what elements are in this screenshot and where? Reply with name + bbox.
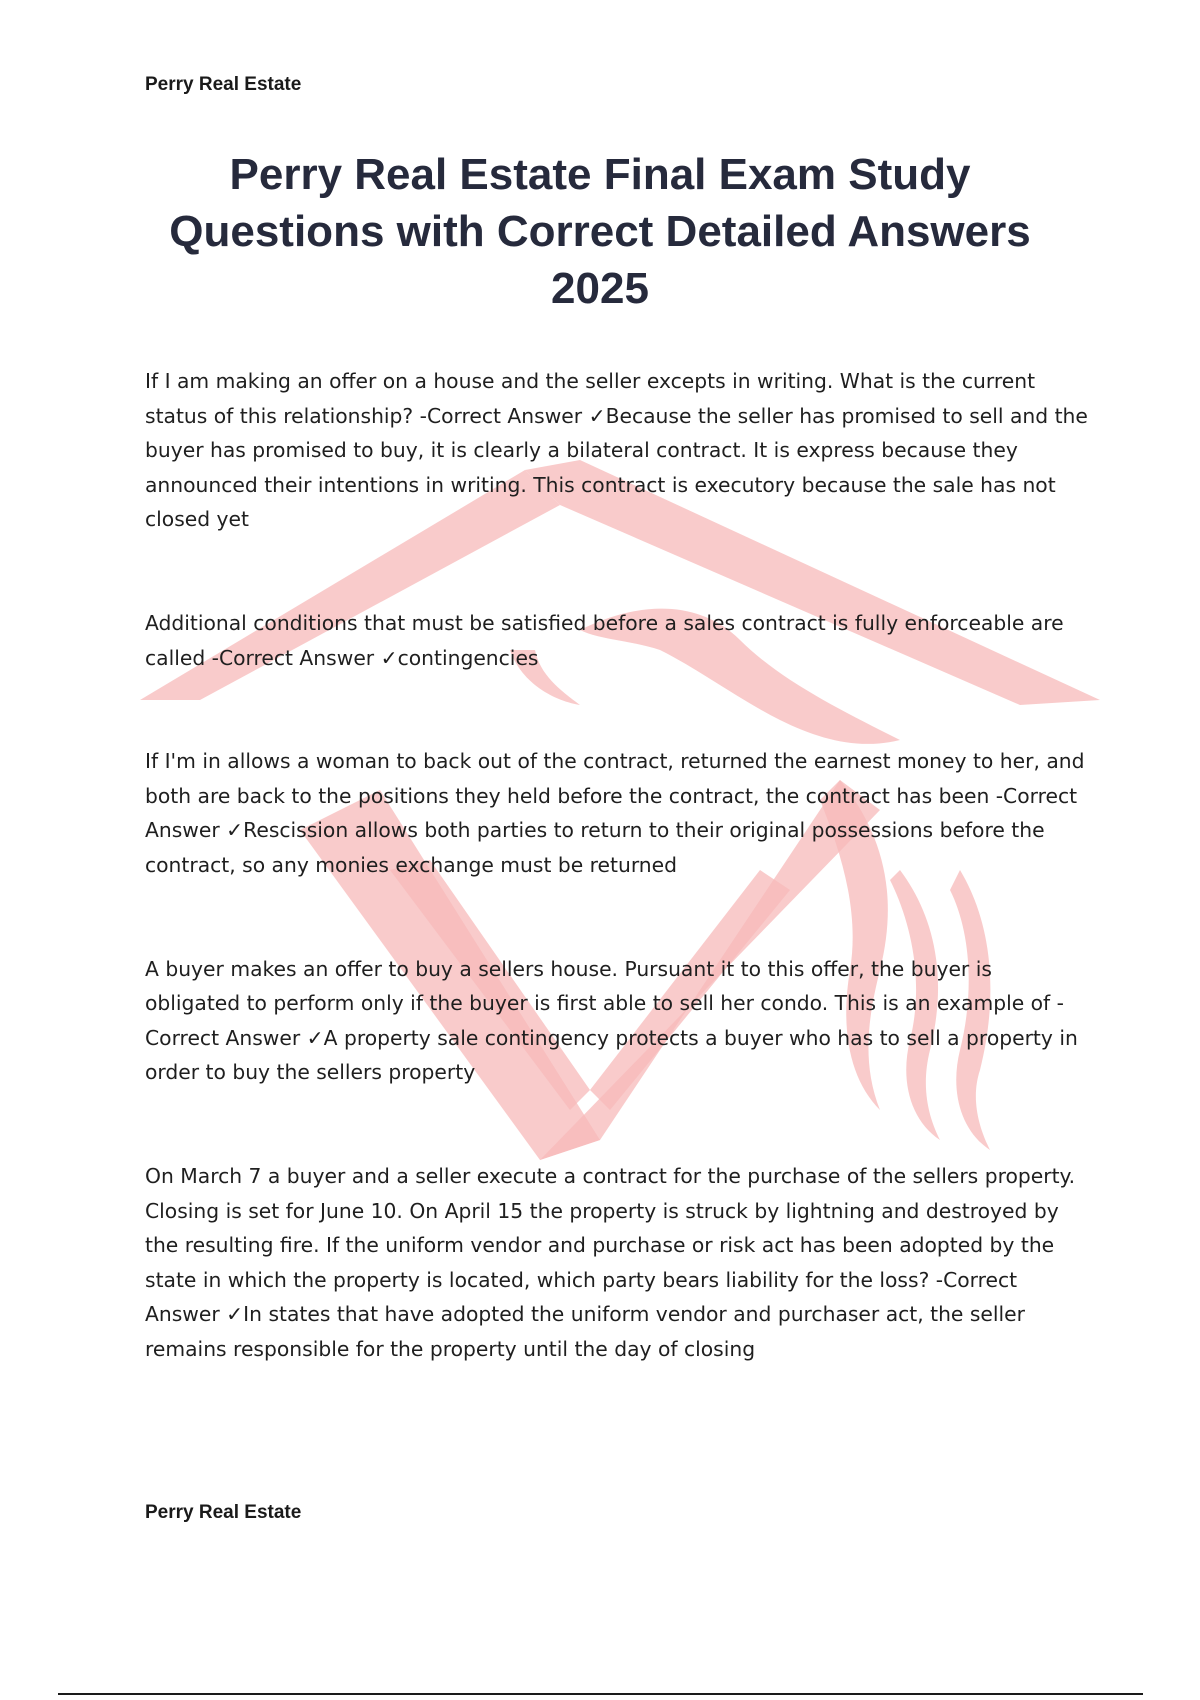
question-text: If I'm in allows a woman to back out of the contract, returned the earnest money to her, and both are back to the positions they held before the contract, the contract has been -Correct Answer [145,749,1085,843]
answer-text: A property sale contingency protects a buyer who has to sell a property in order to buy the sellers property [145,1025,1078,1085]
question-text: On March 7 a buyer and a seller execute a contract for the purchase of the sellers property. Closing is set for June 10. On April 15 the property is struck by lightning and destroyed by the resulting fire. If the uniform vendor and purchase or risk act has been adopted by the state in which the property is located, which party bears liability for the loss? -Correct Answer [145,1163,1076,1327]
qa-item [145,606,1090,675]
checkmark-icon: ✓ [588,403,606,428]
answer-text: Because the seller has promised to sell and the buyer has promised to buy, it is clearly a bilateral contract. It is express because they announced their intentions in writing. This contract is executory because the sale has not closed yet [145,403,1088,532]
qa-item [145,364,1090,537]
bottom-divider [58,1693,1143,1695]
question-text: If I am making an offer on a house and the seller excepts in writing. What is the current status of this relationship? -Correct Answer [145,369,1036,428]
qa-list [145,364,1090,1366]
footer-label: Perry Real Estate [145,1502,302,1523]
qa-item [145,952,1090,1090]
checkmark-icon: ✓ [226,818,244,843]
page-title: Perry Real Estate Final Exam Study Questions with Correct Detailed Answers 2025 [169,150,1031,313]
answer-text: Rescission allows both parties to return to their original possessions before the contract, so any monies exchange must be returned [145,818,1045,877]
checkmark-icon: ✓ [306,1025,324,1050]
header-label: Perry Real Estate [145,74,302,95]
checkmark-icon: ✓ [380,645,398,670]
answer-text: contingencies [397,645,539,670]
qa-item [145,1159,1090,1367]
checkmark-icon: ✓ [226,1302,244,1327]
question-text: A buyer makes an offer to buy a sellers house. Pursuant it to this offer, the buyer is obligated to perform only if the buyer is first able to sell her condo. This is an example of -Correct Answer [145,956,1064,1050]
question-text: Additional conditions that must be satisfied before a sales contract is fully enforceable are called -Correct Answer [145,610,1064,670]
qa-item [145,744,1090,882]
answer-text: In states that have adopted the uniform vendor and purchaser act, the seller remains responsible for the property until the day of closing [145,1302,1025,1361]
